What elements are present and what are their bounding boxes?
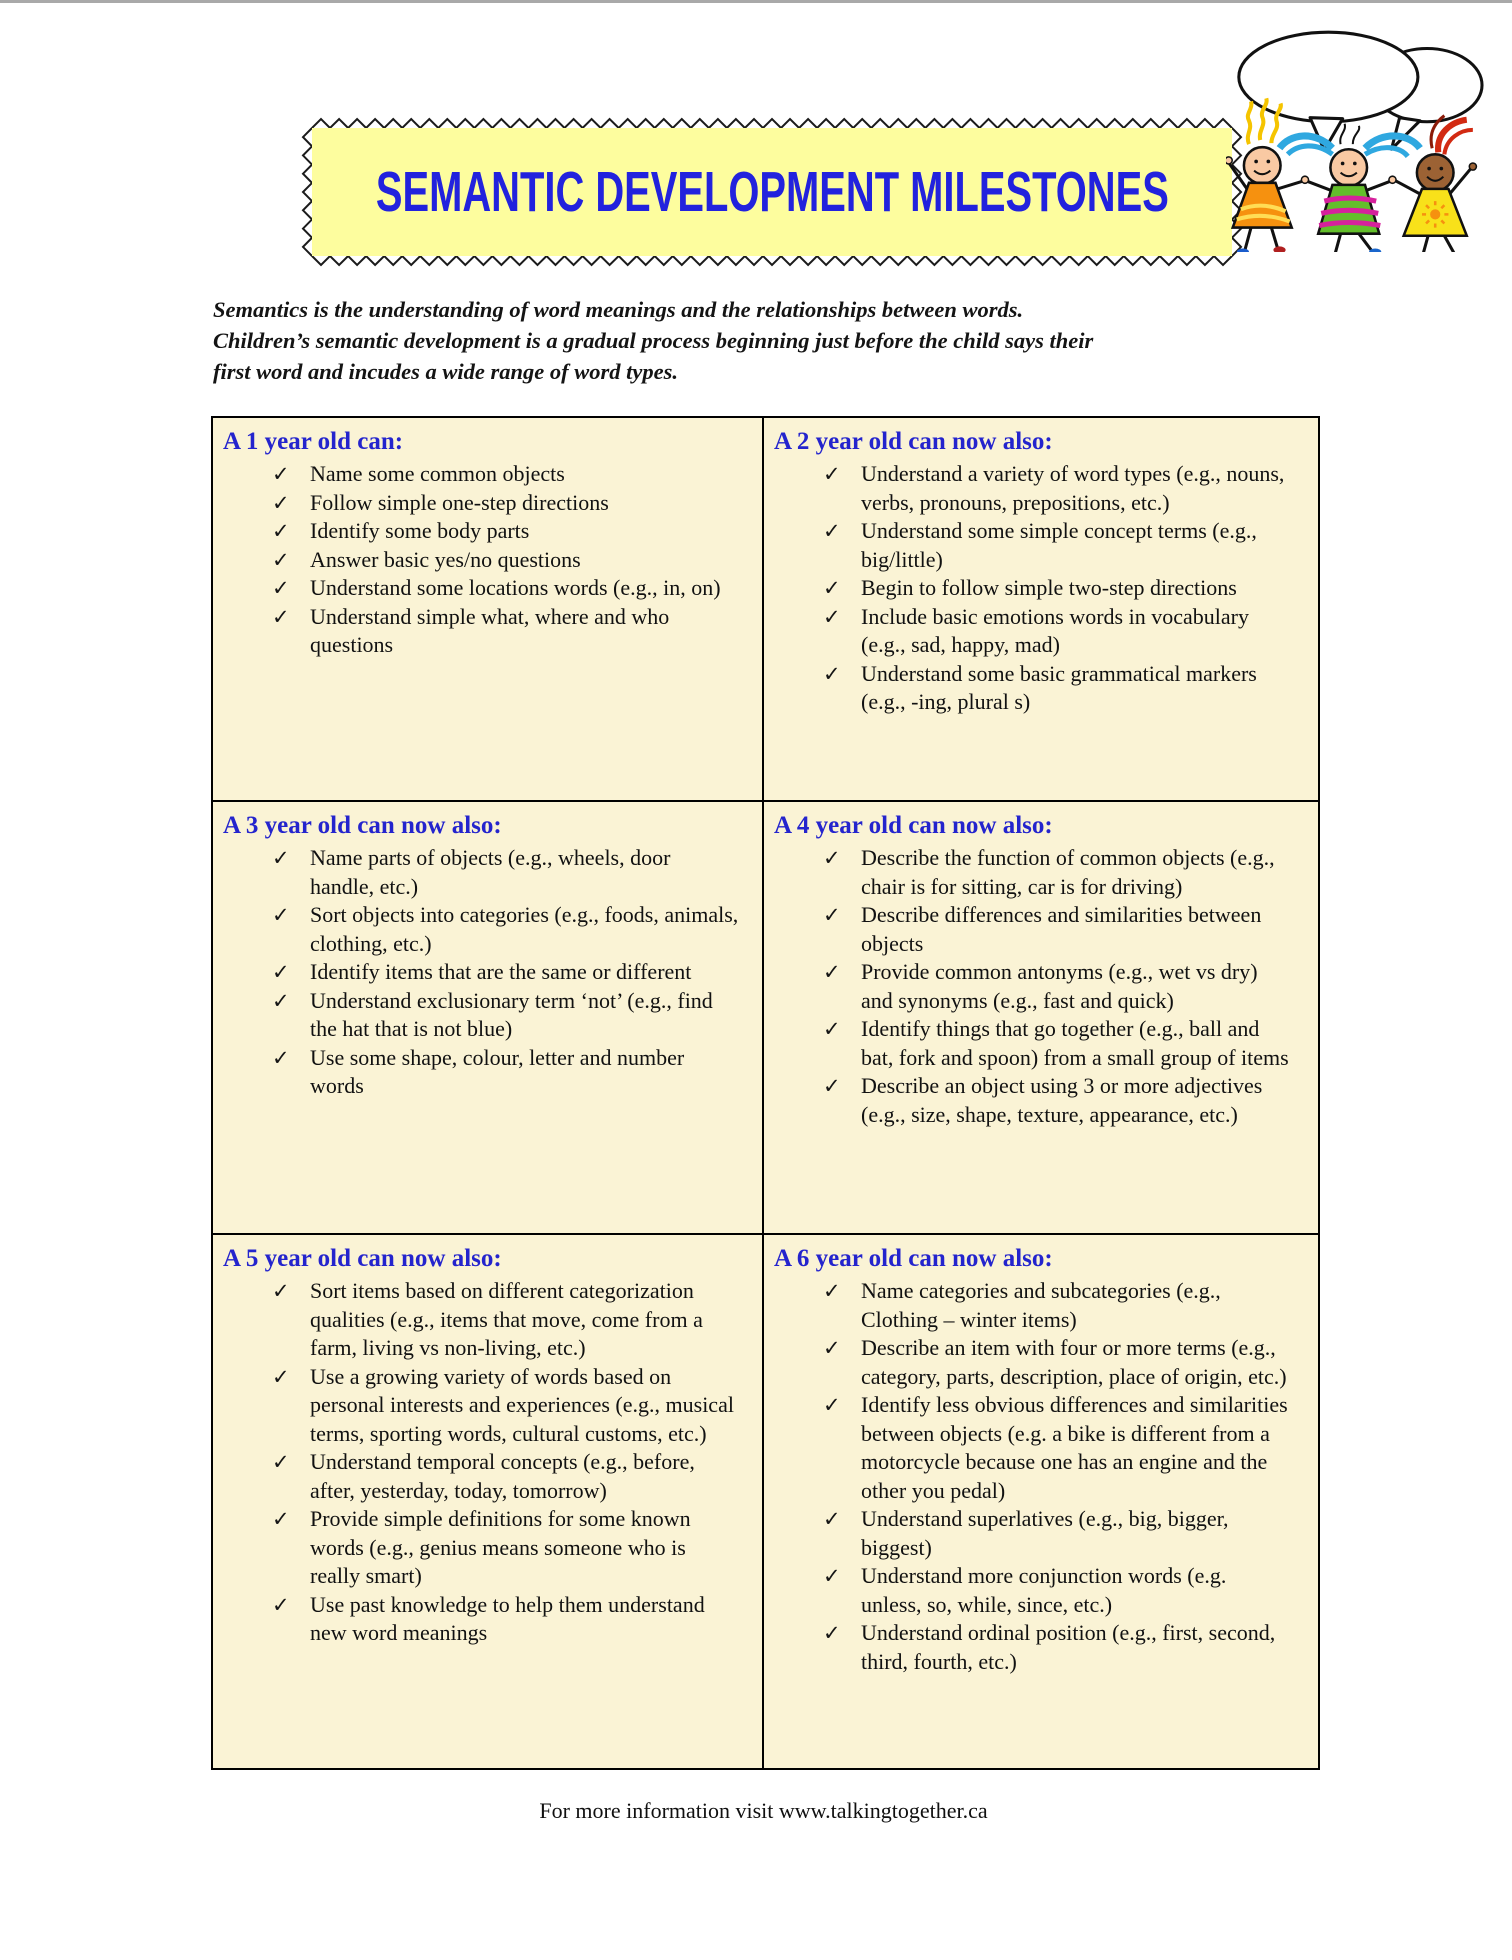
milestone-item — [774, 958, 1306, 1015]
checkmark-icon: ✓ — [823, 576, 841, 600]
milestone-text: Understand some basic grammatical markers (e.g., -ing, plural s) — [861, 660, 1257, 714]
footer-text: For more information visit www.talkingtogether.ca — [539, 1798, 988, 1823]
title-banner — [312, 128, 1232, 256]
milestone-cell-5-year — [213, 1235, 764, 1768]
milestone-item — [223, 958, 750, 987]
milestone-text: Understand more conjunction words (e.g. unless, so, while, since, etc.) — [861, 1563, 1227, 1617]
milestone-item — [774, 901, 1306, 958]
milestone-text: Use some shape, colour, letter and number words — [310, 1044, 685, 1098]
cell-header: A 1 year old can: — [223, 428, 404, 455]
milestone-text: Understand temporal concepts (e.g., before, after, yesterday, today, tomorrow) — [310, 1449, 695, 1503]
checkmark-icon: ✓ — [823, 1564, 841, 1588]
checkmark-icon: ✓ — [272, 988, 290, 1013]
checkmark-icon: ✓ — [823, 1336, 841, 1360]
milestone-item — [774, 460, 1306, 517]
milestone-text: Name categories and subcategories (e.g., Clothing – winter items) — [861, 1278, 1221, 1332]
milestone-item — [223, 1448, 750, 1505]
child-figure-icon — [1226, 98, 1304, 252]
milestone-text: Identify less obvious differences and similarities between objects (e.g. a bike is different from a motorcycle because one has an engine and the other you pedal) — [861, 1392, 1288, 1503]
milestone-text: Use a growing variety of words based on personal interests and experiences (e.g., musical terms, sporting words, cultural customs, etc.) — [310, 1363, 734, 1446]
milestone-item — [223, 844, 750, 901]
milestone-text: Understand simple what, where and who questions — [310, 603, 670, 657]
checkmark-icon: ✓ — [272, 903, 290, 927]
checkmark-icon: ✓ — [272, 490, 290, 515]
intro-line: Semantics is the understanding of word meanings and the relationships between words. — [213, 297, 1024, 322]
children-talking-illustration — [1226, 20, 1504, 252]
page-top-border — [0, 0, 1512, 3]
milestone-item — [774, 1072, 1306, 1129]
checkmark-icon: ✓ — [823, 1393, 841, 1417]
intro-paragraph — [213, 294, 1363, 387]
milestone-item — [774, 1334, 1306, 1391]
checkmark-icon: ✓ — [823, 661, 841, 686]
milestone-item — [223, 1363, 750, 1449]
milestone-item — [774, 1619, 1306, 1676]
milestone-text: Identify some body parts — [310, 518, 530, 543]
milestone-item — [774, 660, 1306, 717]
milestone-text: Identify things that go together (e.g., ball and bat, fork and spoon) from a small group of items — [861, 1016, 1289, 1070]
milestone-item — [223, 489, 750, 518]
checkmark-icon: ✓ — [272, 1450, 290, 1474]
milestone-list — [223, 844, 750, 1101]
milestone-list — [774, 844, 1306, 1129]
milestone-text: Answer basic yes/no questions — [310, 546, 581, 572]
milestone-item — [774, 1562, 1306, 1619]
checkmark-icon: ✓ — [272, 576, 290, 600]
milestone-text: Describe an item with four or more terms (e.g., category, parts, description, place of origin, etc.) — [861, 1335, 1287, 1389]
checkmark-icon: ✓ — [823, 903, 841, 927]
checkmark-icon: ✓ — [272, 519, 290, 543]
milestone-item — [223, 1505, 750, 1591]
cell-header: A 6 year old can now also: — [774, 1245, 1053, 1272]
milestone-list — [774, 460, 1306, 717]
milestone-text: Use past knowledge to help them understand new word meanings — [310, 1591, 705, 1645]
checkmark-icon: ✓ — [823, 1507, 841, 1531]
milestone-text: Sort items based on different categorization qualities (e.g., items that move, come from a farm, living vs non-living, etc.) — [310, 1278, 703, 1360]
milestone-item — [774, 574, 1306, 603]
milestone-item — [774, 517, 1306, 574]
milestone-item — [223, 517, 750, 546]
cell-header: A 5 year old can now also: — [223, 1245, 502, 1272]
checkmark-icon: ✓ — [823, 1017, 841, 1041]
checkmark-icon: ✓ — [272, 1507, 290, 1531]
milestone-text: Provide simple definitions for some known words (e.g., genius means someone who is really smart) — [310, 1506, 691, 1588]
milestone-item — [223, 546, 750, 575]
milestone-cell-4-year — [764, 802, 1318, 1235]
checkmark-icon: ✓ — [823, 1074, 841, 1098]
milestone-cell-3-year — [213, 802, 764, 1235]
milestone-text: Understand a variety of word types (e.g., nouns, verbs, pronouns, prepositions, etc.) — [861, 461, 1285, 515]
milestone-text: Understand ordinal position (e.g., first, second, third, fourth, etc.) — [861, 1620, 1276, 1674]
milestone-text: Include basic emotions words in vocabulary (e.g., sad, happy, mad) — [861, 603, 1249, 657]
milestone-item — [774, 1277, 1306, 1334]
milestone-text: Name parts of objects (e.g., wheels, door handle, etc.) — [310, 845, 671, 899]
milestone-text: Understand superlatives (e.g., big, bigger, biggest) — [861, 1506, 1229, 1560]
milestone-item — [774, 1505, 1306, 1562]
milestone-item — [223, 1044, 750, 1101]
milestone-text: Provide common antonyms (e.g., wet vs dry) and synonyms (e.g., fast and quick) — [861, 959, 1258, 1013]
cell-header: A 3 year old can now also: — [223, 812, 502, 839]
checkmark-icon: ✓ — [272, 1045, 290, 1070]
milestone-text: Describe the function of common objects (e.g., chair is for sitting, car is for driving) — [861, 845, 1275, 899]
checkmark-icon: ✓ — [823, 960, 841, 984]
milestone-item — [223, 603, 750, 660]
checkmark-icon: ✓ — [823, 1279, 841, 1303]
checkmark-icon: ✓ — [823, 519, 841, 543]
milestone-item — [774, 844, 1306, 901]
checkmark-icon: ✓ — [272, 604, 290, 629]
milestone-item — [223, 1277, 750, 1363]
milestone-cell-6-year — [764, 1235, 1318, 1768]
checkmark-icon: ✓ — [272, 1364, 290, 1389]
milestone-text: Describe differences and similarities between objects — [861, 902, 1262, 956]
cell-header: A 2 year old can now also: — [774, 428, 1053, 455]
milestone-text: Understand some simple concept terms (e.g., big/little) — [861, 518, 1257, 572]
milestone-text: Describe an object using 3 or more adjectives (e.g., size, shape, texture, appearance, etc.) — [861, 1073, 1263, 1127]
milestone-item — [223, 901, 750, 958]
checkmark-icon: ✓ — [272, 960, 290, 984]
milestone-list — [774, 1277, 1306, 1676]
milestone-text: Understand exclusionary term ‘not’ (e.g., find the hat that is not blue) — [310, 987, 713, 1041]
milestone-item — [774, 1015, 1306, 1072]
milestone-item — [223, 987, 750, 1044]
checkmark-icon: ✓ — [272, 547, 290, 572]
checkmark-icon: ✓ — [823, 604, 841, 629]
milestone-text: Identify items that are the same or different — [310, 959, 692, 984]
milestone-text: Follow simple one-step directions — [310, 489, 609, 515]
milestone-text: Begin to follow simple two-step directions — [861, 575, 1237, 600]
milestone-item — [774, 1391, 1306, 1505]
milestone-cell-2-year — [764, 418, 1318, 802]
checkmark-icon: ✓ — [823, 846, 841, 870]
milestone-text: Understand some locations words (e.g., in, on) — [310, 575, 721, 600]
milestone-item — [223, 1591, 750, 1648]
milestone-text: Name some common objects — [310, 461, 565, 486]
checkmark-icon: ✓ — [823, 1621, 841, 1645]
milestone-item — [774, 603, 1306, 660]
milestone-list — [223, 460, 750, 660]
milestone-text: Sort objects into categories (e.g., foods, animals, clothing, etc.) — [310, 902, 739, 956]
milestone-item — [223, 460, 750, 489]
cell-header: A 4 year old can now also: — [774, 812, 1053, 839]
milestone-item — [223, 574, 750, 603]
intro-line: Children’s semantic development is a gradual process beginning just before the child says their — [213, 328, 1094, 353]
checkmark-icon: ✓ — [272, 1592, 290, 1617]
milestone-cell-1-year — [213, 418, 764, 802]
page-title: SEMANTIC DEVELOPMENT MILESTONES — [375, 160, 1169, 224]
checkmark-icon: ✓ — [272, 462, 290, 486]
checkmark-icon: ✓ — [272, 846, 290, 870]
checkmark-icon: ✓ — [823, 462, 841, 486]
milestone-list — [223, 1277, 750, 1648]
checkmark-icon: ✓ — [272, 1279, 290, 1303]
milestones-table — [211, 416, 1320, 1770]
intro-line: first word and incudes a wide range of word types. — [213, 359, 679, 384]
